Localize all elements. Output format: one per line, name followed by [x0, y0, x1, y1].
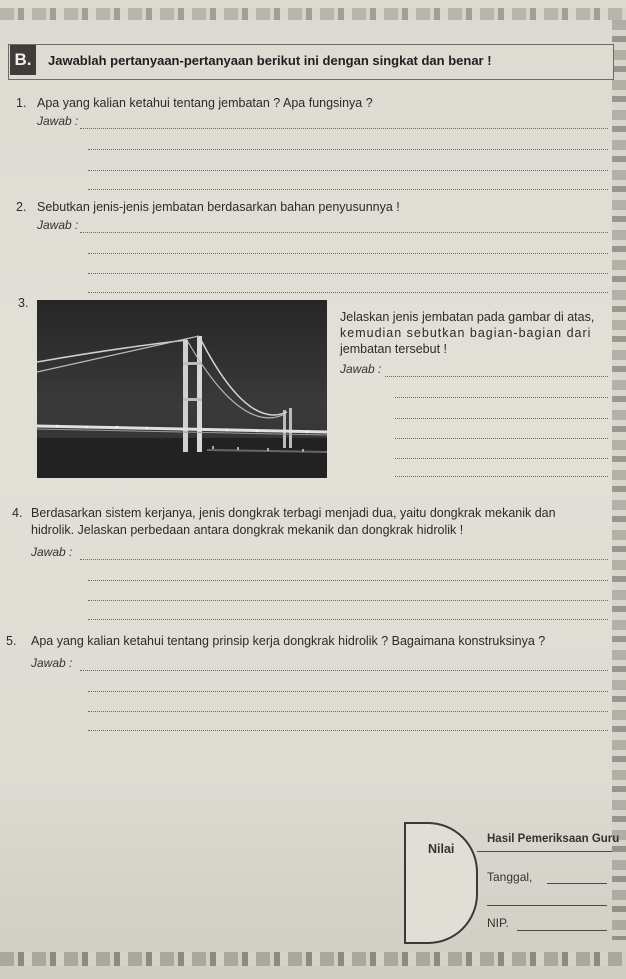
- nip-field[interactable]: [517, 930, 607, 931]
- question-4-number: 4.: [12, 506, 23, 520]
- question-5-number: 5.: [6, 634, 17, 648]
- answer-line[interactable]: [88, 730, 608, 731]
- answer-line[interactable]: [385, 376, 608, 377]
- question-4-text-line-1: Berdasarkan sistem kerjanya, jenis dongkrak terbagi menjadi dua, yaitu dongkrak mekanik dan: [31, 506, 556, 520]
- answer-line[interactable]: [88, 691, 608, 692]
- question-3-text-line-1: Jelaskan jenis jembatan pada gambar di atas,: [340, 310, 595, 324]
- answer-line[interactable]: [395, 397, 608, 398]
- question-1-text: Apa yang kalian ketahui tentang jembatan ? Apa fungsinya ?: [37, 96, 373, 110]
- answer-line[interactable]: [88, 149, 608, 150]
- answer-line[interactable]: [80, 670, 608, 671]
- nilai-label: Nilai: [428, 842, 455, 856]
- suspension-bridge-photo: [37, 300, 327, 478]
- answer-line[interactable]: [395, 418, 608, 419]
- nip-label: NIP.: [487, 916, 509, 930]
- nilai-score-box[interactable]: [404, 822, 478, 944]
- question-2-number: 2.: [16, 200, 27, 214]
- answer-line[interactable]: [88, 253, 608, 254]
- question-2-text: Sebutkan jenis-jenis jembatan berdasarkan bahan penyusunnya !: [37, 200, 400, 214]
- question-1-answer-label: Jawab :: [37, 114, 79, 128]
- question-5-text: Apa yang kalian ketahui tentang prinsip kerja dongkrak hidrolik ? Bagaimana konstruksinya ?: [31, 634, 546, 648]
- answer-line[interactable]: [88, 189, 608, 190]
- question-3-text-line-3: jembatan tersebut !: [340, 342, 448, 356]
- review-title-underline: [477, 851, 612, 852]
- signature-field[interactable]: [487, 905, 607, 906]
- question-3-answer-label: Jawab :: [340, 362, 382, 376]
- question-1-number: 1.: [16, 96, 27, 110]
- answer-line[interactable]: [80, 559, 608, 560]
- answer-line[interactable]: [88, 580, 608, 581]
- answer-line[interactable]: [80, 128, 608, 129]
- answer-line[interactable]: [88, 619, 608, 620]
- question-2-answer-label: Jawab :: [37, 218, 79, 232]
- section-badge: B.: [10, 45, 36, 75]
- answer-line[interactable]: [395, 458, 608, 459]
- question-3-number: 3.: [18, 296, 29, 310]
- tanggal-field[interactable]: [547, 883, 607, 884]
- answer-line[interactable]: [88, 711, 608, 712]
- question-4-text-line-2: hidrolik. Jelaskan perbedaan antara dongkrak mekanik dan dongkrak hidrolik !: [31, 523, 464, 537]
- question-4-answer-label: Jawab :: [31, 545, 73, 559]
- answer-line[interactable]: [395, 476, 608, 477]
- question-5-answer-label: Jawab :: [31, 656, 73, 670]
- answer-line[interactable]: [88, 600, 608, 601]
- section-instruction: Jawablah pertanyaan-pertanyaan berikut ini dengan singkat dan benar !: [48, 53, 492, 68]
- tanggal-label: Tanggal,: [487, 870, 533, 884]
- answer-line[interactable]: [395, 438, 608, 439]
- answer-line[interactable]: [88, 273, 608, 274]
- decorative-top-border: [0, 8, 626, 20]
- answer-line[interactable]: [80, 232, 608, 233]
- answer-line[interactable]: [88, 170, 608, 171]
- teacher-review-title: Hasil Pemeriksaan Guru: [487, 833, 620, 845]
- answer-line[interactable]: [88, 292, 608, 293]
- decorative-right-border: [612, 20, 626, 940]
- bridge-illustration-icon: [37, 300, 327, 478]
- question-3-text-line-2: kemudian sebutkan bagian-bagian dari: [340, 326, 592, 340]
- decorative-bottom-border: [0, 952, 626, 966]
